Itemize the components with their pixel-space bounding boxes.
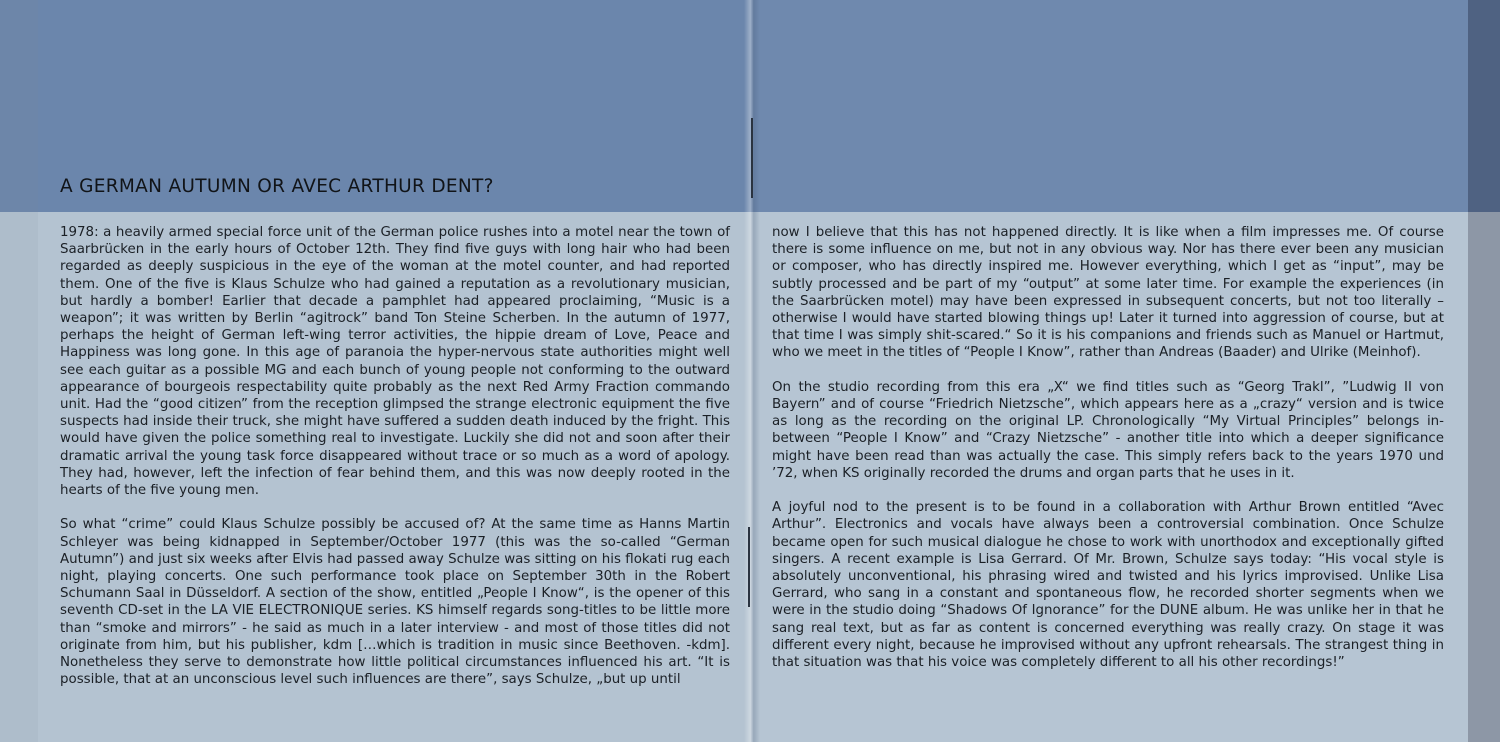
left-paragraph-2: So what “crime” could Klaus Schulze possibly be accused of? At the same time as Hanns Martin Schleyer was being kidnapped in September/October 1977 (this was the so-called “German Autumn”) and just six weeks after Elvis had passed away Schulze was sitting on his flokati rug each night, playing concerts. One such performance took place on September 30th in the Robert Schumann Saal in Düsseldorf. A section of the show, entitled „People I Know“, is the opener of this seventh CD-set in the LA VIE ELECTRONIQUE series. KS himself regards song-titles to be little more than “smoke and mirrors” - he said as much in a later interview - and most of those titles did not originate from him, but his publisher, kdm […which is tradition in music since Beethoven. -kdm]. Nonetheless they serve to demonstrate how little political circumstances influenced his art. “It is possible, that at an unconscious level such influences are there”, says Schulze, „but up until (60, 517, 730, 688)
article-heading: A GERMAN AUTUMN OR AVEC ARTHUR DENT? (60, 176, 494, 197)
staple-top (751, 118, 753, 198)
booklet-spine (744, 0, 760, 742)
right-page-edge-band (1468, 0, 1500, 212)
right-paragraph-3: A joyful nod to the present is to be found in a collaboration with Arthur Brown entitled “Avec Arthur”. Electronics and vocals have always been a controversial combination. Once Schulze became open for such musical dialogue he chose to work with unorthodox and exceptionally gifted singers. A recent example is Lisa Gerrard. Of Mr. Brown, Schulze says today: “His vocal style is absolutely unconventional, his phrasing wired and twisted and his lyrics improvised. Unlike Lisa Gerrard, who sang in a constant and spontaneous flow, he recorded shorter segments when we were in the studio doing “Shadows Of Ignorance” for the DUNE album. He was unlike her in that he sang real text, but as far as content is concerned everything was really crazy. On stage it was different every night, because he improvised without any upfront rehearsals. The strangest thing in that situation was that his voice was completely different to all his other recordings!” (772, 500, 1444, 671)
staple-bottom (748, 527, 750, 607)
right-page-edge (1468, 0, 1500, 742)
left-paragraph-1: 1978: a heavily armed special force unit of the German police rushes into a motel near the town of Saarbrücken in the early hours of October 12th. They find five guys with long hair who had been regarded as deeply suspicious in the eye of the woman at the motel counter, and had reported them. One of the five is Klaus Schulze who had gained a reputation as a revolutionary musician, but hardly a bomber! Earlier that decade a pamphlet had appeared proclaiming, “Music is a weapon”; it was written by Berlin “agitrock” band Ton Steine Scherben. In the autumn of 1977, perhaps the height of German left-wing terror activities, the hippie dream of Love, Peace and Happiness was long gone. In this age of paranoia the hyper-nervous state authorities might well see each guitar as a possible MG and each bunch of young people not conforming to the outward appearance of bourgeois respectability quite probably as the next Red Army Fraction commando unit. Had the “good citizen” from the reception glimpsed the strange electronic equipment the five suspects had inside their truck, she might have suffered a sudden death induced by the fright. This would have given the police something real to investigate. Luckily she did not and soon after their dramatic arrival the young task force disappeared without trace or so much as a word of apology. They had, however, left the infection of fear behind them, and this was now deeply rooted in the hearts of the five young men. (60, 225, 730, 499)
right-text-column (772, 224, 1444, 688)
right-header-band (752, 0, 1468, 212)
right-paragraph-2: On the studio recording from this era „X“ we find titles such as “Georg Trakl”, ”Ludwig II von Bayern” and of course “Friedrich Nietzsche”, which appears here as a „crazy“ version and is twice as long as the recording on the original LP. Chronologically “My Virtual Principles” belongs in-between “People I Know” and “Crazy Nietzsche” - another title into which a deeper significance might have been read than was actually the case. This simply refers back to the years 1970 und ’72, when KS originally recorded the drums and organ parts that he uses in it. (772, 379, 1444, 481)
left-page-edge-band (0, 0, 38, 212)
right-paragraph-1: now I believe that this has not happened directly. It is like when a film impresses me. Of course there is some influence on me, but not in any obvious way. Nor has there ever been any musician or composer, who has directly inspired me. However everything, which I get as “input”, may be subtly processed and be part of my “output” at some later time. For example the experiences (in the Saarbrücken motel) may have been expressed in subsequent concerts, but not too literally – otherwise I would have started blowing things up! Later it turned into aggression of course, but at that time I was simply shit-scared.“ So it is his companions and friends such as Manuel or Hartmut, who we meet in the titles of “People I Know”, rather than Andreas (Baader) and Ulrike (Meinhof). (772, 225, 1444, 361)
left-text-column (60, 224, 730, 706)
right-page (752, 0, 1500, 742)
left-page-edge (0, 0, 38, 742)
